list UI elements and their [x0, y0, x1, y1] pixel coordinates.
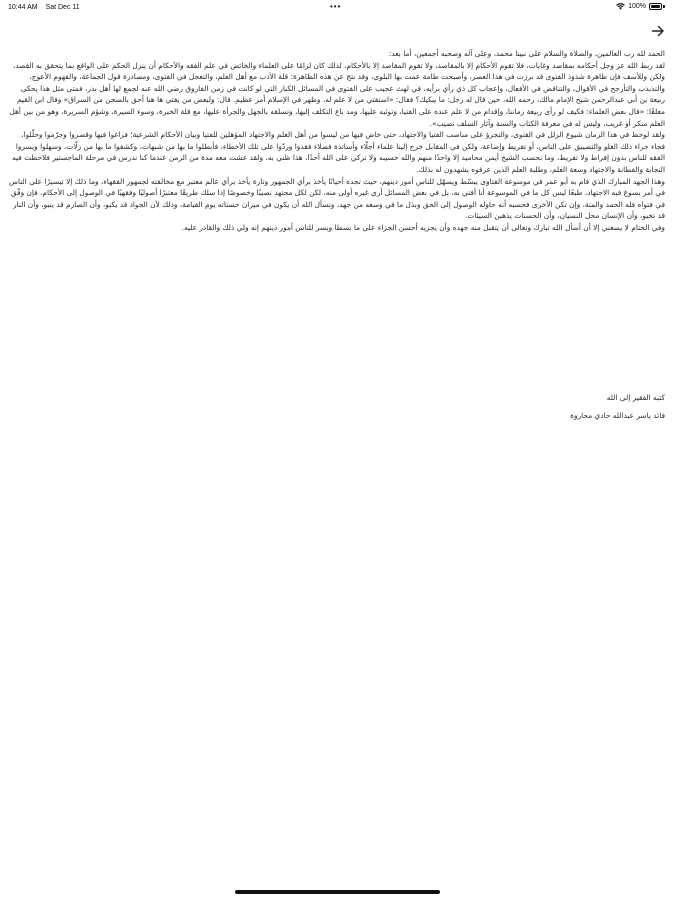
multitasking-indicator[interactable]: ••• — [330, 2, 342, 11]
article-paragraph: لقد ربط الله عز وجل أحكامه بمقاصد وغايات، فلا تقوم الأحكام إلا بالمقاصد، ولا تقوم المقاصد إلا بالأحكام، لذلك كان لزامًا على العلماء والخائض في علم الفقه والأحكام أن ينزل الحكم على الواقع بما يتحقق به القصد، ولكن وللأسف فإن ظاهرة شذوذ الفتوى قد برزت في هذا العصر، وأصبحت طامة عمت بها البلوى، وقد نتج عن هذه الظاهرة: قلة الأدب مع أهل العلم، والتعجل في الفتوى، ومصادرة قول الجماعة، والفهوم الأعوج، والتذبذب والتأرجح في الأقوال، والتناقض في الأفعال، وإعجاب كل ذي رأي برأيه، في لهث عجيب على الفتوى في المسائل الكبار التي لو كانت في زمن الفاروق رضي الله عنه لجمع لها أهل بدر، فمتى مثل هذا يحكى ربيعة بن أبي عبدالرحمن شيخ الإمام مالك، رحمه الله، حين قال له رجل: ما يبكيك؟ فقال: «استفتي من لا علم له، وظهر في الإسلام أمر عظيم. قال: ولبعض من يفتي ها هنا أحق بالسجن من السراق» وقال ابن القيم معلقًا: «قال بعض العلماء: فكيف لو رأى ربيعة زماننا، وإقدام من لا علم عنده على الفتيا، وتوثبه عليها، ومد باع التكلف إليها، وتسلقه بالجهل والجرأة عليها، مع قلة الخبرة، وسوء السيرة، وشؤم السريرة، وهو من بين أهل العلم منكر أو غريب، وليس له في معرفة الكتاب والسنة وآثار السلف نصيب». — [9, 60, 665, 128]
arrow-right-icon[interactable] — [651, 24, 665, 38]
status-time: 10:44 AM — [8, 4, 38, 11]
status-left — [8, 4, 80, 11]
article-body — [8, 48, 665, 234]
battery-percent: 100% — [628, 3, 646, 10]
wifi-icon — [616, 3, 625, 10]
home-indicator[interactable] — [235, 890, 440, 894]
article-paragraph: وفي الختام لا يسعني إلا أن أسأل الله تبارك وتعالى أن يتقبل منه جهده وأن يجزيه أحسن الجزاء على ما بسطا ويسر للناس أمور دينهم إنه ولي ذلك والقادر عليه. — [181, 222, 665, 232]
status-right — [616, 3, 665, 10]
article-paragraph: وهذا الجهد المبارك الذي قام به أبو عمر في موسوعة الفتاوى يبسّط ويسهّل للناس أمور دينهم، حيث تجده أحيانًا يأخذ برأي الجمهور وتارة يأخذ برأي عالم معتبر مع مخالفته لجمهور الفقهاء، وما ذلك إلا تيسيرًا على الناس في أمر يسوغ فيه الاجتهاد، طبعًا ليس كل ما في الموسوعة أنا أفتي به، بل في بعض المسائل أرى غيره أولى منه، لكن لكل مجتهد نصيبًا وخصوصًا إذا سلك طريقًا معتبرًا أصوليًا وفقهيًا في الوصول إلى الأحكام، فإن وفّق في فتواه فله الحمد والمنة، وإن تكن الأخرى فحسبه أنه حاوله الوصول إلى الحق وبذل ما في وسعه من جهد، ونسأل الله أن يكون في ميزان حسناته يوم القيامة، وذلك لأن الجواد قد يكبو، وأن الصارم قد ينبو، وأن النار قد تخبو، وأن الإنسان محل النسيان، وأن الحسنات يذهبن السيئات. — [8, 176, 665, 221]
signature-line: كتبه الفقير إلى الله — [606, 393, 665, 402]
signature-block — [8, 392, 665, 421]
article-paragraph: الحمد لله رب العالمين، والصلاة والسلام على نبينا محمد، وعلى آله وصحبه أجمعين، أما بعد: — [388, 49, 665, 58]
navigation-bar — [0, 16, 675, 46]
article-paragraph: ولقد لوحظ في هذا الزمان شيوع الزلل في الفتوى، والتجرؤ على مناصب الفتيا والاجتهاد، حتى خاض فيها من ليسوا من أهل العلم والاجتهاد المؤهلين للفتيا وبيان الأحكام الشرعية؛ فزاغوا فيها وقصروا وجرّموا وحلّلوا، فجاء جراء ذلك الغلو والتضييق على الناس، أو تفريط وإضاعة، ولكن في المقابل خرج إلينا علماء أجلّاء وأساتذة فضلاء فقدوا وردّوا على تلك الأخطاء، فأبطلوا ما بها من شبهات، وكشفوا ما بها من زلّات، وسهلوا ويسروا الفقه للناس بدون إفراط ولا تفريط، وما نحسب الشيخ أيمن محاميد إلا واحدًا منهم والله حسيبه ولا نزكي على الله أحدًا، هذا ظني به، ولقد عشت معه مدة من الزمن عندما كنا ندرس في مرحلة الماجستير فلاحظت فيه النجابة والفطانة والاجتهاد وسعة العلم، وطلبة العلم الذين عرفوه يشهدون له بذلك. — [12, 130, 665, 174]
battery-icon — [649, 3, 665, 10]
signature-author: فائد ياسر عبدالله حادي محاروة — [570, 410, 665, 420]
status-date: Sat Dec 11 — [45, 4, 80, 11]
status-bar — [0, 0, 675, 16]
